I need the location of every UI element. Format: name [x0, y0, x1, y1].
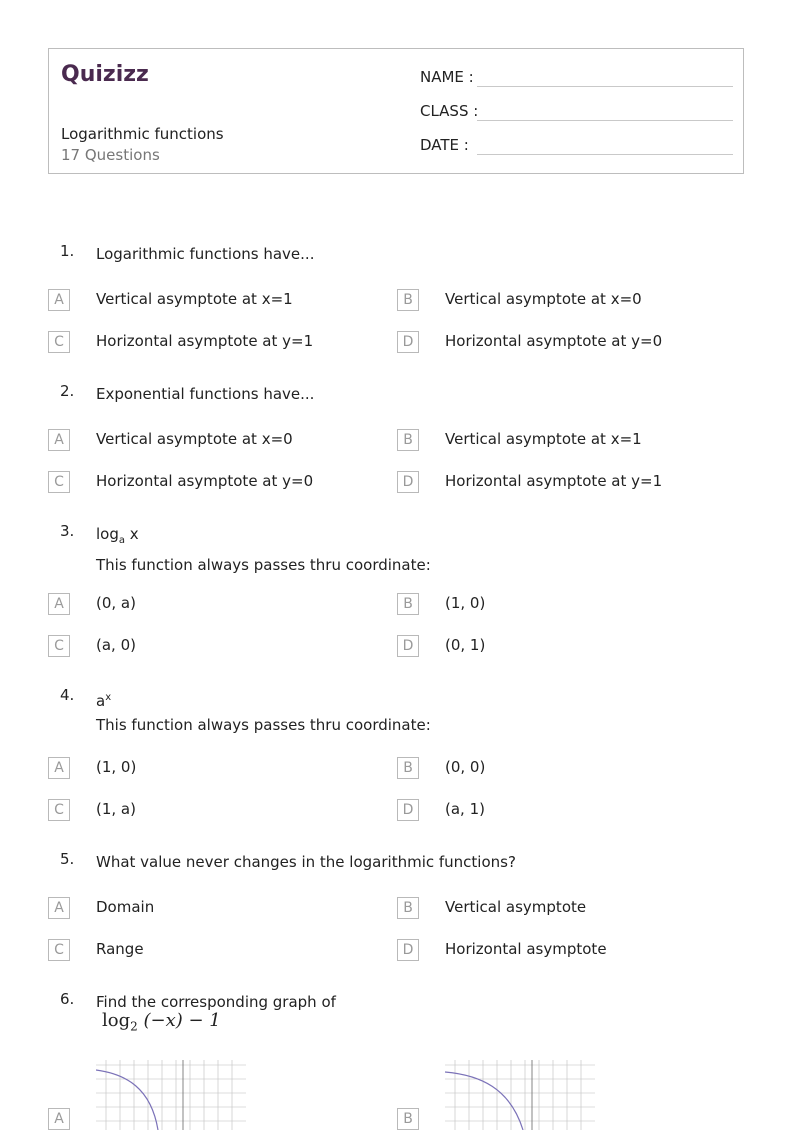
option-text: (0, 0) — [445, 758, 486, 776]
option-text: (a, 0) — [96, 636, 136, 654]
name-label: NAME : — [420, 68, 474, 86]
question-count: 17 Questions — [61, 146, 160, 164]
option-letter-box[interactable]: C — [48, 471, 70, 493]
question-text: Logarithmic functions have... — [96, 245, 315, 263]
option-letter-box[interactable]: A — [48, 593, 70, 615]
option-letter-box[interactable]: C — [48, 939, 70, 961]
option-text: (1, a) — [96, 800, 136, 818]
option-text: (1, 0) — [96, 758, 137, 776]
option-text: Horizontal asymptote at y=1 — [96, 332, 314, 350]
option-text: Horizontal asymptote at y=0 — [96, 472, 314, 490]
question-number: 6. — [60, 990, 75, 1008]
option-letter-box[interactable]: B — [397, 593, 419, 615]
option-letter-box[interactable]: C — [48, 799, 70, 821]
graph-grid — [445, 1060, 595, 1130]
option-text: Horizontal asymptote at y=1 — [445, 472, 663, 490]
option-text: Vertical asymptote at x=1 — [445, 430, 642, 448]
quizizz-logo — [61, 59, 153, 87]
date-label: DATE : — [420, 136, 469, 154]
option-letter-box[interactable]: A — [48, 289, 70, 311]
option-b-graph — [445, 1060, 595, 1130]
option-text: (0, 1) — [445, 636, 486, 654]
name-line[interactable] — [477, 86, 733, 87]
class-label: CLASS : — [420, 102, 479, 120]
option-letter-box[interactable]: D — [397, 799, 419, 821]
option-letter-box[interactable]: C — [48, 635, 70, 657]
option-letter-box[interactable]: A — [48, 897, 70, 919]
option-letter-box[interactable]: D — [397, 331, 419, 353]
graph-grid — [96, 1060, 246, 1130]
option-letter-box[interactable]: A — [48, 1108, 70, 1130]
option-text: Vertical asymptote at x=0 — [445, 290, 642, 308]
option-text: Vertical asymptote at x=0 — [96, 430, 293, 448]
option-text: Horizontal asymptote at y=0 — [445, 332, 663, 350]
svg-text:Quizizz: Quizizz — [61, 62, 149, 87]
question-body — [96, 522, 431, 577]
option-letter-box[interactable]: D — [397, 939, 419, 961]
math-expression: $\log_2 (-x) - 1$ — [102, 1010, 221, 1034]
question-number: 1. — [60, 242, 75, 260]
question-expression: $a^x$ — [96, 692, 112, 710]
option-letter-box[interactable]: B — [397, 1108, 419, 1130]
option-letter-box[interactable]: C — [48, 331, 70, 353]
class-line[interactable] — [477, 120, 733, 121]
worksheet-title: Logarithmic functions — [61, 125, 224, 143]
question-expression: $\log_a x$ — [96, 525, 139, 546]
option-text: (0, a) — [96, 594, 136, 612]
question-text: What value never changes in the logarithmic functions? — [96, 853, 516, 871]
option-letter-box[interactable]: B — [397, 897, 419, 919]
option-text: Vertical asymptote — [445, 898, 587, 916]
option-letter-box[interactable]: B — [397, 757, 419, 779]
question-text: Exponential functions have... — [96, 385, 315, 403]
option-text: Vertical asymptote at x=1 — [96, 290, 293, 308]
question-number: 5. — [60, 850, 75, 868]
question-number: 4. — [60, 686, 75, 704]
option-text: Domain — [96, 898, 155, 916]
date-line[interactable] — [477, 154, 733, 155]
question-text: Find the corresponding graph of — [96, 993, 336, 1011]
question-number: 3. — [60, 522, 75, 540]
option-letter-box[interactable]: A — [48, 429, 70, 451]
option-letter-box[interactable]: D — [397, 635, 419, 657]
worksheet-header — [48, 48, 744, 174]
question-text: This function always passes thru coordinate: — [96, 556, 431, 574]
option-text: Horizontal asymptote — [445, 940, 607, 958]
option-text: (a, 1) — [445, 800, 485, 818]
question-text: This function always passes thru coordinate: — [96, 716, 431, 734]
option-letter-box[interactable]: B — [397, 289, 419, 311]
question-body — [96, 686, 431, 737]
option-letter-box[interactable]: A — [48, 757, 70, 779]
option-text: (1, 0) — [445, 594, 486, 612]
option-letter-box[interactable]: D — [397, 471, 419, 493]
option-a-graph — [96, 1060, 246, 1130]
option-text: Range — [96, 940, 144, 958]
question-number: 2. — [60, 382, 75, 400]
option-letter-box[interactable]: B — [397, 429, 419, 451]
